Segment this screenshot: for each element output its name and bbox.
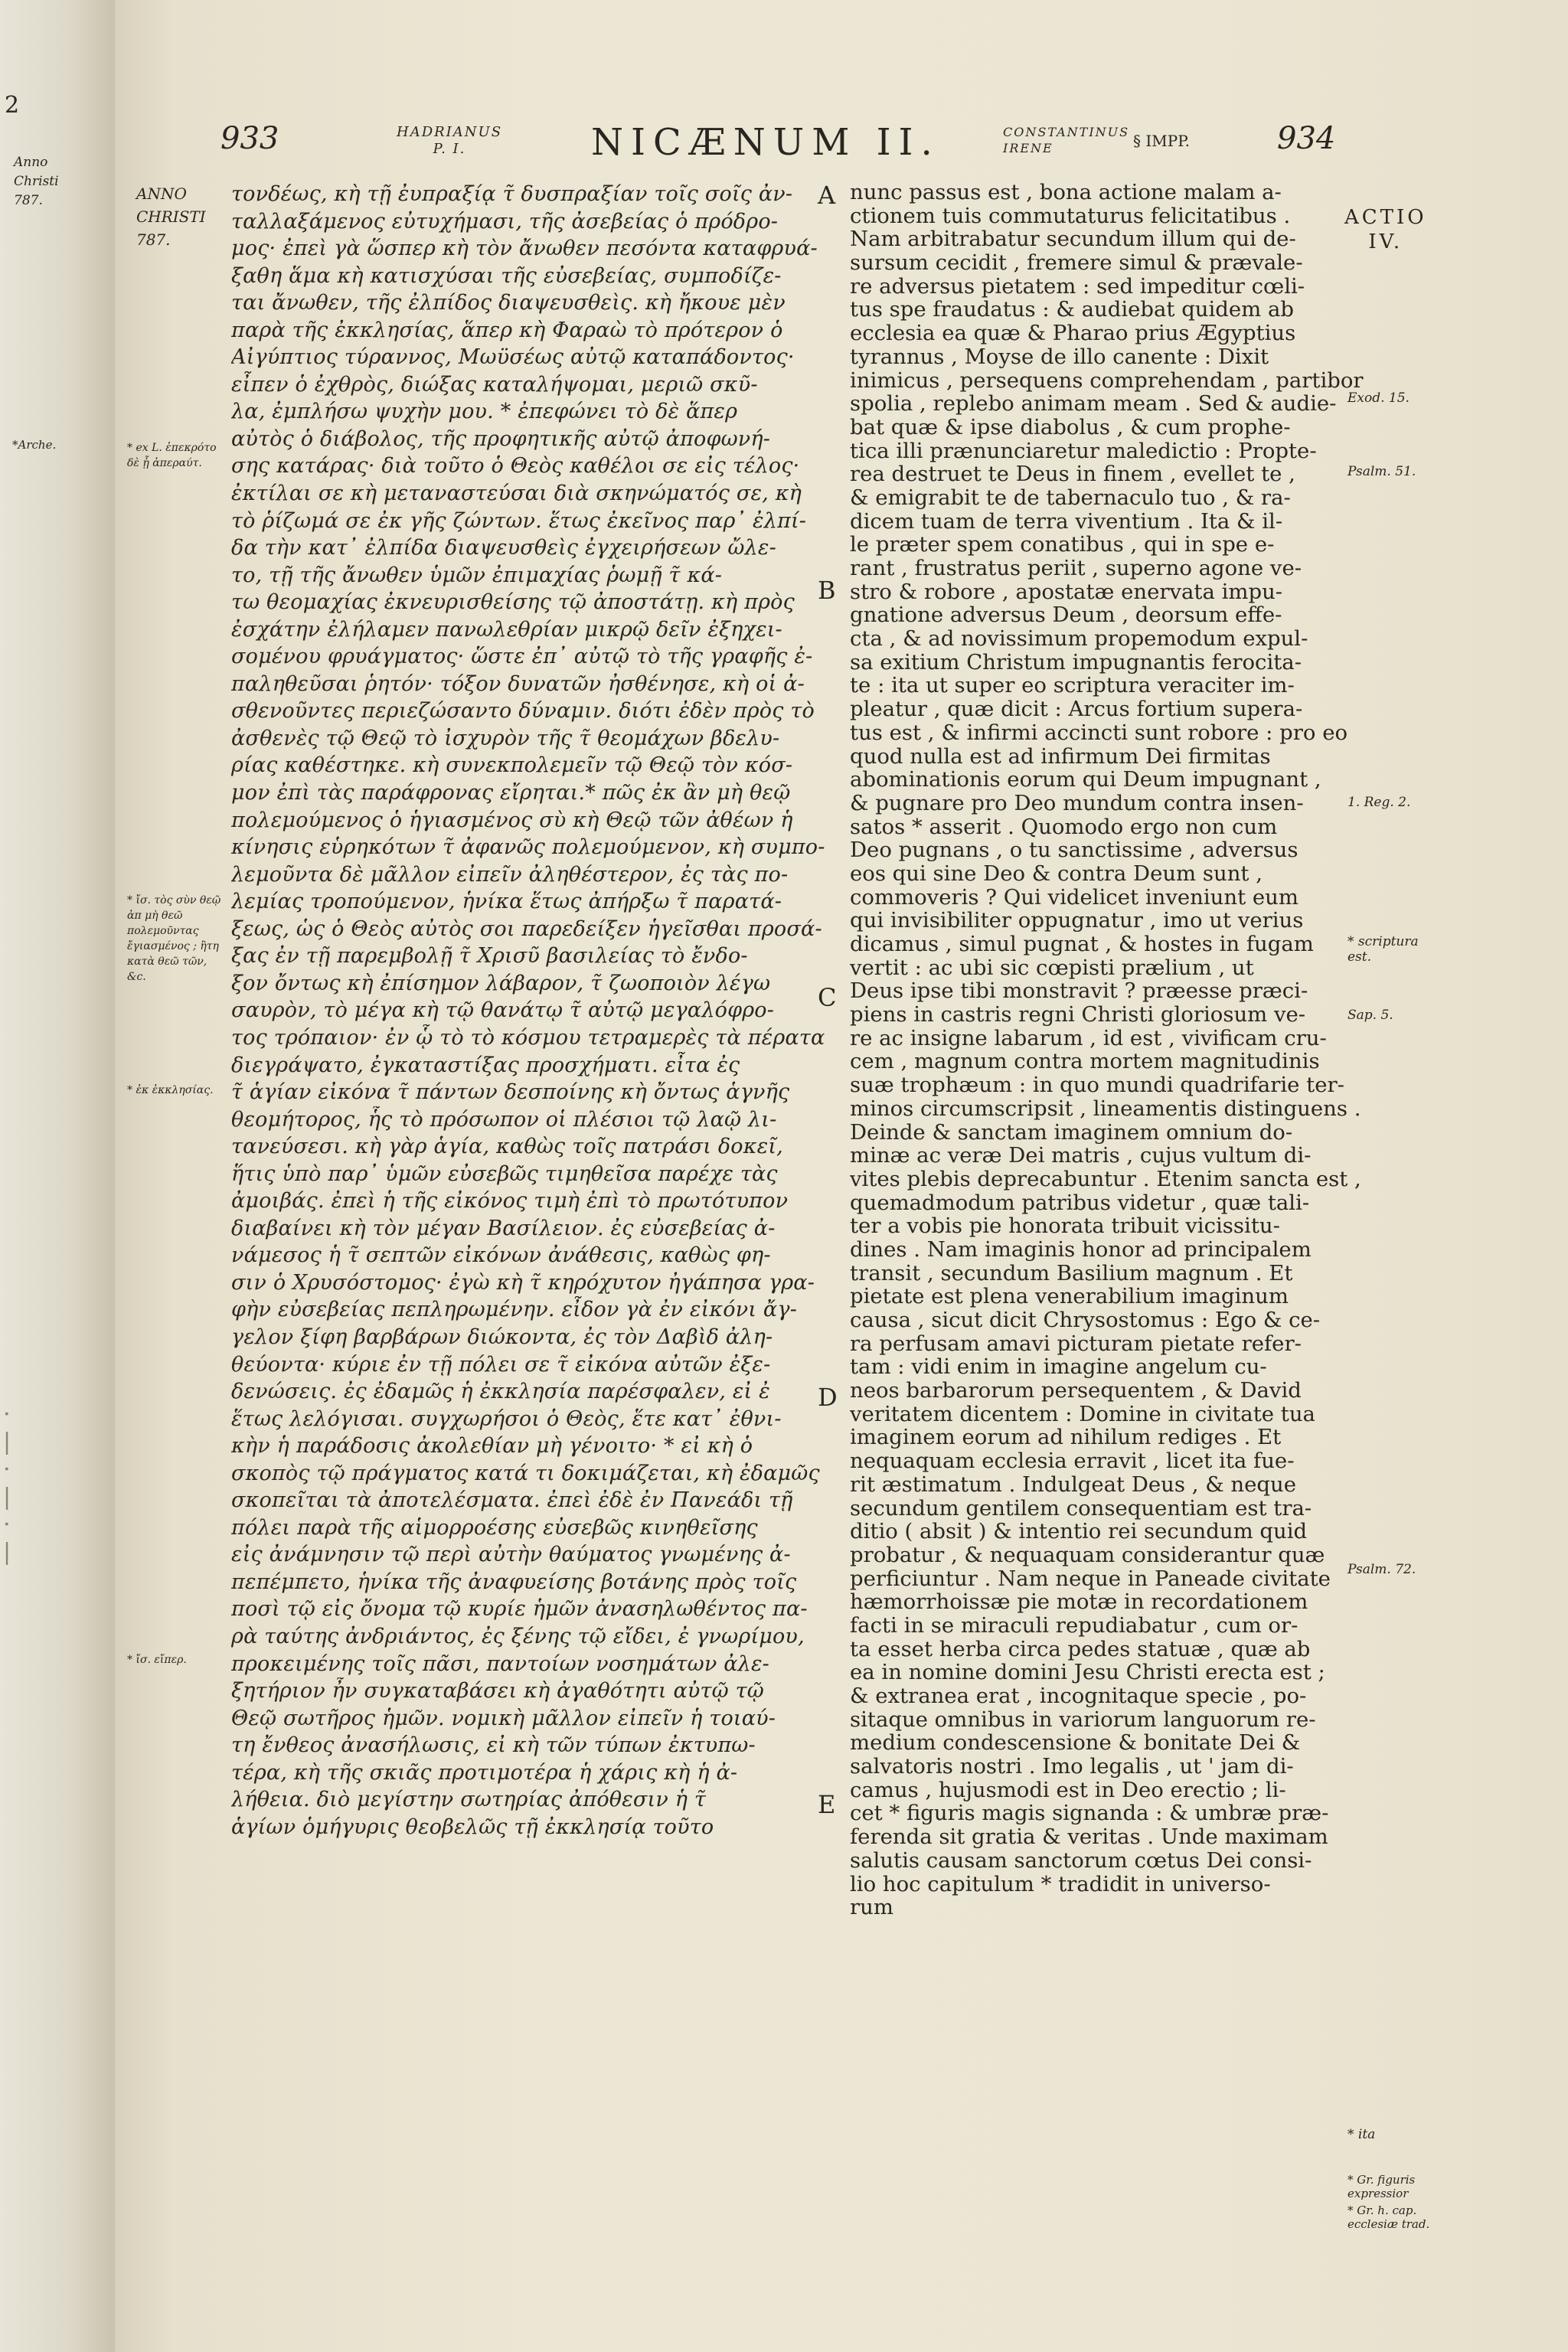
latin-text-line: sa exitium Christum impugnantis ferocita- bbox=[850, 650, 1302, 675]
page-title: NICÆNUM II. bbox=[591, 121, 940, 164]
latin-text-line: commoveris ? Qui videlicet inveniunt eum bbox=[850, 885, 1298, 910]
greek-margin-note: * ex L. ἐπεκρότο δὲ ᾗ ἀπεραύτ. bbox=[127, 442, 217, 469]
section-letter-e: E bbox=[818, 1790, 836, 1819]
latin-text-line: dicamus , simul pugnat , & hostes in fugam bbox=[850, 933, 1314, 956]
greek-text-line: Θεῷ σωτῆρος ἡμῶν. νομικὴ μᾶλλον εἰπεῖν ἡ τοιαύ- bbox=[231, 1706, 776, 1730]
latin-text-line: facti in se miraculi repudiabatur , cum or- bbox=[850, 1613, 1298, 1638]
latin-text-line: cem , magnum contra mortem magnitudinis bbox=[850, 1050, 1320, 1074]
greek-text-line: δενώσεις. ἐς ἐδαμῶς ἡ ἐκκλησία παρέσφαλεν, εἰ ἐ bbox=[231, 1380, 770, 1404]
greek-text-line: Αἰγύπτιος τύραννος, Μωϋσέως αὐτῷ καταπάδοντος· bbox=[231, 345, 795, 370]
latin-text-line: pietate est plena venerabilium imaginum bbox=[850, 1285, 1289, 1308]
latin-text-line: sitaque omnibus in variorum languorum re- bbox=[850, 1707, 1316, 1732]
latin-text-line: sursum cecidit , fremere simul & prævale- bbox=[850, 251, 1303, 275]
greek-text-line: το, τῇ τῆς ἄνωθεν ὑμῶν ἐπιμαχίας ῥωμῇ τ̃ κά- bbox=[231, 563, 723, 587]
greek-text-line: κίνησις εὑρηκότων τ̃ ἀφανῶς πολεμούμενον, κὴ συμπο- bbox=[231, 835, 825, 860]
greek-text-line: τος τρόπαιον· ἐν ᾧ τὸ τὸ κόσμου τετραμερὲς τὰ πέρατα bbox=[231, 1025, 825, 1050]
latin-text-line: dines . Nam imaginis honor ad principalem bbox=[850, 1237, 1312, 1262]
latin-text-line: camus , hujusmodi est in Deo erectio ; li- bbox=[850, 1778, 1286, 1802]
section-letter-d: D bbox=[818, 1383, 838, 1412]
latin-text-line: tus spe fraudatus : & audiebat quidem ab bbox=[850, 298, 1294, 322]
section-letter-a: A bbox=[818, 181, 836, 210]
latin-margin-reference: Exod. 15. bbox=[1348, 390, 1410, 406]
latin-text-line: Deinde & sanctam imaginem omnium do- bbox=[850, 1120, 1293, 1145]
latin-text-line: medium condescensione & bonitate Dei & bbox=[850, 1731, 1301, 1756]
greek-text-line: νάμεσος ἡ τ̃ σεπτῶν εἰκόνων ἀνάθεσις, καθὼς φη- bbox=[231, 1243, 771, 1268]
latin-text-line: transit , secundum Basilium magnum . Et bbox=[850, 1261, 1293, 1285]
latin-text-line: perficiuntur . Nam neque in Paneade civitate bbox=[850, 1566, 1331, 1591]
latin-text-line: lio hoc capitulum * tradidit in universo- bbox=[850, 1872, 1271, 1896]
greek-text-line: προκειμένης τοῖς πᾶσι, παντοίων νοσημάτων ἀλε- bbox=[231, 1651, 769, 1676]
latin-text-line: cta , & ad novissimum propemodum expul- bbox=[850, 627, 1308, 651]
latin-text-line: eos qui sine Deo & contra Deum sunt , bbox=[850, 861, 1263, 886]
section-letter-c: C bbox=[818, 983, 837, 1012]
greek-text-line: θεομήτορος, ἧς τὸ πρόσωπον οἱ πλέσιοι τῷ λαῷ λι- bbox=[231, 1107, 777, 1132]
latin-text-line: quemadmodum patribus videtur , quæ tali- bbox=[850, 1191, 1310, 1215]
latin-text-line: rum bbox=[850, 1896, 893, 1919]
greek-text-line: ξον ὄντως κὴ ἐπίσημον λάβαρον, τ̃ ζωοποιὸν λέγω bbox=[231, 971, 771, 995]
greek-text-line: σιν ὁ Χρυσόστομος· ἐγὼ κὴ τ̃ κηρόχυτον ἠγάπησα γρα- bbox=[231, 1270, 815, 1295]
greek-text-line: εἰς ἀνάμνησιν τῷ περὶ αὐτὴν θαύματος γνωμένης ἀ- bbox=[231, 1543, 791, 1567]
latin-text-line: re adversus pietatem : sed impeditur cœli- bbox=[850, 274, 1305, 299]
latin-margin-reference: * Gr. h. cap. ecclesiæ trad. bbox=[1348, 2203, 1430, 2231]
latin-margin-reference: * scriptura est. bbox=[1348, 934, 1419, 965]
latin-margin-reference: Sap. 5. bbox=[1348, 1008, 1393, 1023]
greek-text-line: σαυρὸν, τὸ μέγα κὴ τῷ θανάτῳ τ̃ αὐτῷ μεγαλόφρο- bbox=[231, 998, 775, 1023]
latin-margin-reference: 1. Reg. 2. bbox=[1348, 795, 1411, 810]
emperors-running-head: CONSTANTINUS IRENE bbox=[1003, 125, 1130, 155]
greek-text-line: λα, ἐμπλήσω ψυχὴν μου. * ἐπεφώνει τὸ δὲ ἅπερ bbox=[231, 400, 738, 424]
greek-text-line: ἀμοιβάς. ἐπεὶ ἡ τῆς εἰκόνος τιμὴ ἐπὶ τὸ πρωτότυπον bbox=[231, 1189, 789, 1214]
latin-margin-reference: * ita bbox=[1348, 2127, 1376, 2142]
greek-text-line: κὴν ἡ παράδοσις ἀκολεθίαν μὴ γένοιτο· * εἰ κὴ ὁ bbox=[231, 1434, 753, 1459]
greek-text-line: σθενοῦντες περιεζώσαντο δύναμιν. διότι ἐδὲν πρὸς τὸ bbox=[231, 699, 815, 724]
latin-text-line: ditio ( absit ) & intentio rei secundum quid bbox=[850, 1520, 1308, 1544]
latin-text-line: tyrannus , Moyse de illo canente : Dixit bbox=[850, 345, 1269, 369]
latin-text-line: tam : vidi enim in imagine angelum cu- bbox=[850, 1355, 1267, 1380]
latin-text-line: vertit : ac ubi sic cœpisti prælium , ut bbox=[850, 956, 1254, 980]
latin-text-line: nequaquam ecclesia erravit , licet ita fue- bbox=[850, 1449, 1295, 1473]
latin-text-line: satos * asserit . Quomodo ergo non cum bbox=[850, 815, 1278, 839]
greek-text-line: διαβαίνει κὴ τὸν μέγαν Βασίλειον. ἐς εὐσεβείας ἀ- bbox=[231, 1216, 776, 1240]
greek-text-line: παρὰ τῆς ἐκκλησίας, ἅπερ κὴ Φαραὼ τὸ πρότερον ὁ bbox=[231, 318, 783, 342]
right-page-number: 934 bbox=[1277, 121, 1336, 156]
greek-text-line: ἐκτίλαι σε κὴ μεταναστεύσαι διὰ σκηνώματός σε, κὴ bbox=[231, 482, 802, 506]
greek-text-line: σκοπὸς τῷ πράγματος κατά τι δοκιμάζεται, κὴ ἐδαμῶς bbox=[231, 1461, 820, 1485]
greek-text-line: αὐτὸς ὁ διάβολος, τῆς προφητικῆς αὐτῷ ἀποφωνή- bbox=[231, 426, 771, 451]
latin-text-line: veritatem dicentem : Domine in civitate tua bbox=[850, 1402, 1315, 1426]
previous-page-margin-note: *Arche. bbox=[12, 438, 57, 452]
greek-text-line: τὸ ῥίζωμά σε ἐκ γῆς ζώντων. ἕτως ἐκεῖνος παρ᾽ ἐλπί- bbox=[231, 508, 807, 533]
greek-text-line: ἀσθενὲς τῷ Θεῷ τὸ ἰσχυρὸν τῆς τ̃ θεομάχων βδελυ- bbox=[231, 726, 780, 750]
latin-text-line: Nam arbitrabatur secundum illum qui de- bbox=[850, 227, 1296, 252]
latin-text-line: suæ trophæum : in quo mundi quadrifarie ter- bbox=[850, 1073, 1344, 1097]
greek-text-line: τη ἔνθεος ἀνασήλωσις, εἰ κὴ τῶν τύπων ἐκτυπω- bbox=[231, 1733, 756, 1758]
greek-margin-note: * ἴσ. εἴπερ. bbox=[127, 1654, 187, 1666]
greek-text-line: ξητήριον ἦν συγκαταβάσει κὴ ἀγαθότητι αὐτῷ τῷ bbox=[231, 1679, 764, 1704]
latin-text-line: stro & robore , apostatæ enervata impu- bbox=[850, 580, 1283, 604]
latin-text-line: ecclesia ea quæ & Pharao prius Ægyptius bbox=[850, 322, 1296, 345]
pope-running-head: HADRIANUS P. I. bbox=[397, 124, 503, 157]
latin-text-line: & emigrabit te de tabernaculo tuo , & ra- bbox=[850, 485, 1291, 510]
latin-margin-reference: Psalm. 72. bbox=[1348, 1562, 1416, 1577]
previous-page-binding-marks: · | · | · | bbox=[3, 1401, 11, 1566]
latin-text-line: tus est , & infirmi accincti sunt robore : pro eo bbox=[850, 720, 1348, 745]
latin-text-line: Deo pugnans , o tu sanctissime , adversus bbox=[850, 838, 1298, 862]
greek-text-line: εἶπεν ὁ ἐχθρὸς, διώξας καταλήψομαι, μεριῶ σκῦ- bbox=[231, 372, 758, 397]
year-margin-label: ANNO CHRISTI 787. bbox=[136, 185, 206, 249]
latin-text-line: ea in nomine domini Jesu Christi erecta est ; bbox=[850, 1661, 1325, 1684]
greek-text-line: τ̃ ἁγίαν εἰκόνα τ̃ πάντων δεσποίνης κὴ ὄντως ἁγνῆς bbox=[231, 1080, 790, 1105]
latin-text-line: piens in castris regni Christi gloriosum ve- bbox=[850, 1003, 1306, 1027]
previous-page-edge bbox=[0, 0, 117, 2352]
greek-text-line: ἥτις ὑπὸ παρ᾽ ὑμῶν εὐσεβῶς τιμηθεῖσα παρέχε τὰς bbox=[231, 1161, 778, 1186]
greek-text-line: τέρα, κὴ τῆς σκιᾶς προτιμοτέρα ἡ χάρις κὴ ἡ ἀ- bbox=[231, 1760, 738, 1785]
greek-text-line: τονδέως, κὴ τῇ ἐυπραξίᾳ τ̃ δυσπραξίαν τοῖς σοῖς ἀν- bbox=[231, 182, 793, 206]
greek-text-line: παληθεῦσαι ῥητόν· τόξον δυνατῶν ἠσθένησε, κὴ οἱ ἀ- bbox=[231, 671, 805, 696]
greek-text-line: δα τὴν κατ᾽ ἐλπίδα διαψευσθεὶς ἐγχειρήσεων ὤλε- bbox=[231, 536, 776, 560]
greek-text-line: γελον ξίφη βαρβάρων διώκοντα, ἐς τὸν Δαβὶδ ἀλη- bbox=[231, 1325, 773, 1349]
actio-label: ACTIO IV. bbox=[1344, 206, 1427, 253]
book-page bbox=[115, 0, 1568, 2352]
latin-text-line: hæmorrhoissæ pie motæ in recordationem bbox=[850, 1590, 1308, 1614]
greek-margin-note: * ἐκ ἐκκλησίας. bbox=[127, 1084, 214, 1096]
greek-text-line: μος· ἐπεὶ γὰ ὥσπερ κὴ τὸν ἄνωθεν πεσόντα καταφρυά- bbox=[231, 237, 818, 261]
latin-text-line: tica illi prænunciaretur maledictio : Propte- bbox=[850, 439, 1317, 463]
latin-text-line: minæ ac veræ Dei matris , cujus vultum di- bbox=[850, 1144, 1312, 1168]
previous-page-year-label: Anno Christi 787. bbox=[14, 155, 59, 208]
greek-text-line: τανεύσεσι. κὴ γὰρ ἁγία, καθὼς τοῖς πατράσι δοκεῖ, bbox=[231, 1135, 783, 1159]
section-letter-b: B bbox=[818, 576, 836, 605]
left-page-number: 933 bbox=[220, 121, 279, 156]
greek-text-line: σης κατάρας· διὰ τοῦτο ὁ Θεὸς καθέλοι σε εἰς τέλος· bbox=[231, 454, 800, 479]
greek-text-line: σκοπεῖται τὰ ἀποτελέσματα. ἐπεὶ ἐδὲ ἐν Πανεάδι τῇ bbox=[231, 1488, 793, 1513]
latin-text-line: salvatoris nostri . Imo legalis , ut ' jam di- bbox=[850, 1755, 1294, 1779]
greek-text-line: ἐσχάτην ἐλήλαμεν πανωλεθρίαν μικρῷ δεῖν ἐξηχει- bbox=[231, 617, 782, 642]
greek-text-line: ρίας καθέστηκε. κὴ συνεκπολεμεῖν τῷ Θεῷ τὸν κόσ- bbox=[231, 753, 793, 778]
greek-text-line: διεγράψατο, ἐγκαταστίξας προσχήματι. εἶτα ἐς bbox=[231, 1053, 740, 1077]
emperors-title: § IMPP. bbox=[1133, 132, 1190, 150]
latin-text-line: ferenda sit gratia & veritas . Unde maximam bbox=[850, 1825, 1328, 1849]
latin-text-line: probatur , & nequaquam considerantur quæ bbox=[850, 1543, 1325, 1567]
latin-margin-reference: Psalm. 51. bbox=[1348, 464, 1416, 479]
latin-text-line: ra perfusam amavi picturam pietate refer- bbox=[850, 1331, 1302, 1356]
greek-text-line: ται ἄνωθεν, τῆς ἐλπίδος διαψευσθεὶς. κὴ ἤκουε μὲν bbox=[231, 291, 786, 315]
greek-text-line: ἕτως λελόγισαι. συγχωρήσοι ὁ Θεὸς, ἕτε κατ᾽ ἐθνι- bbox=[231, 1406, 782, 1431]
latin-text-line: abominationis eorum qui Deum impugnant , bbox=[850, 768, 1321, 792]
greek-text-line: ταλλαξάμενος εὐτυχήμασι, τῆς ἀσεβείας ὁ πρόδρο- bbox=[231, 209, 779, 234]
latin-text-line: ta esset herba circa pedes statuæ , quæ ab bbox=[850, 1637, 1311, 1661]
greek-text-line: λεμίας τροπούμενον, ἡνίκα ἕτως ἀπήρξω τ̃ παρατά- bbox=[231, 890, 782, 914]
greek-text-line: ξεως, ὡς ὁ Θεὸς αὐτὸς σοι παρεδείξεν ἡγεῖσθαι προσά- bbox=[231, 916, 822, 941]
greek-text-line: ποσὶ τῷ εἰς ὄνομα τῷ κυρίε ἡμῶν ἀνασηλωθέντος πα- bbox=[231, 1597, 808, 1622]
latin-text-line: minos circumscripsit , lineamentis distinguens . bbox=[850, 1096, 1361, 1121]
latin-text-column bbox=[850, 181, 1462, 1919]
greek-text-line: ξαθη ἅμα κὴ κατισχύσαι τῆς εὐσεβείας, συμποδίζε- bbox=[231, 263, 782, 288]
latin-text-line: Deus ipse tibi monstravit ? præesse præci- bbox=[850, 979, 1308, 1004]
latin-text-line: imaginem eorum ad nihilum rediges . Et bbox=[850, 1426, 1282, 1450]
greek-text-line: ξας ἐν τῇ παρεμβολῇ τ̃ Χρισῦ βασιλείας τὸ ἔνδο- bbox=[231, 944, 748, 969]
greek-text-line: ἁγίων ὁμήγυρις θεοβελῶς τῇ ἐκκλησίᾳ τοῦτο bbox=[231, 1815, 714, 1839]
latin-text-line: pleatur , quæ dicit : Arcus fortium supera- bbox=[850, 697, 1303, 721]
latin-text-line: causa , sicut dicit Chrysostomus : Ego & ce- bbox=[850, 1308, 1321, 1332]
latin-text-line: gnatione adversus Deum , deorsum effe- bbox=[850, 603, 1282, 628]
latin-text-line: spolia , replebo animam meam . Sed & audie- bbox=[850, 392, 1337, 416]
latin-text-line: & pugnare pro Deo mundum contra insen- bbox=[850, 791, 1304, 815]
greek-text-line: μον ἐπὶ τὰς παράφρονας εἴρηται.* πῶς ἐκ ἂν μὴ θεῷ bbox=[231, 781, 791, 805]
greek-text-line: πολεμούμενος ὁ ἡγιασμένος σὺ κὴ Θεῷ τῶν ἀθέων ἡ bbox=[231, 808, 793, 832]
latin-text-line: salutis causam sanctorum cœtus Dei consi- bbox=[850, 1848, 1312, 1873]
greek-text-line: θεύοντα· κύριε ἐν τῇ πόλει σε τ̃ εἰκόνα αὐτῶν ἐξε- bbox=[231, 1352, 771, 1377]
latin-text-line: rant , frustratus periit , superno agone ve- bbox=[850, 557, 1302, 580]
latin-text-line: bat quæ & ipse diabolus , & cum prophe- bbox=[850, 415, 1291, 439]
latin-text-line: nunc passus est , bona actione malam a- bbox=[850, 181, 1282, 204]
latin-text-line: secundum gentilem consequentiam est tra- bbox=[850, 1496, 1312, 1521]
latin-text-line: rea destruet te Deus in finem , evellet te , bbox=[850, 462, 1295, 486]
latin-text-line: & extranea erat , incognitaque specie , po- bbox=[850, 1684, 1307, 1708]
greek-text-line: λήθεια. διὸ μεγίστην σωτηρίας ἀπόθεσιν ἡ τ̃ bbox=[231, 1788, 707, 1812]
latin-text-line: vites plebis deprecabuntur . Etenim sancta est , bbox=[850, 1167, 1361, 1191]
greek-margin-note: * ἴσ. τὸς σὺν θεῷ ἀπ μὴ θεῶ πολεμοῦντας ἔγιασμένος ; ἢτη κατὰ θεῶ τῶν, &c. bbox=[127, 894, 221, 983]
latin-margin-reference: * Gr. figuris expressior bbox=[1348, 2173, 1416, 2200]
greek-text-line: φὴν εὐσεβείας πεπληρωμένην. εἶδον γὰ ἐν εἰκόνι ἄγ- bbox=[231, 1298, 798, 1322]
latin-text-line: rit æstimatum . Indulgeat Deus , & neque bbox=[850, 1472, 1296, 1497]
latin-text-line: te : ita ut super eo scriptura veraciter im- bbox=[850, 674, 1295, 698]
latin-text-line: ctionem tuis commutaturus felicitatibus . bbox=[850, 204, 1291, 228]
latin-text-line: le præter spem conatibus , qui in spe e- bbox=[850, 533, 1275, 557]
latin-text-line: inimicus , persequens comprehendam , partibor bbox=[850, 368, 1364, 393]
latin-text-line: dicem tuam de terra viventium . Ita & il- bbox=[850, 509, 1283, 534]
latin-text-line: neos barbarorum persequentem , & David bbox=[850, 1379, 1302, 1403]
greek-text-line: τω θεομαχίας ἐκνευρισθείσης τῷ ἀποστάτῃ. κὴ πρὸς bbox=[231, 590, 795, 615]
greek-text-line: πεπέμπετο, ἡνίκα τῆς ἀναφυείσης βοτάνης πρὸς τοῖς bbox=[231, 1570, 797, 1594]
greek-text-line: λεμοῦντα δὲ μᾶλλον εἰπεῖν ἀληθέστερον, ἐς τὰς πο- bbox=[231, 862, 789, 887]
latin-text-line: re ac insigne labarum , id est , vivificam cru- bbox=[850, 1026, 1327, 1050]
greek-text-line: ρὰ ταύτης ἀνδριάντος, ἐς ξένης τῷ εἴδει, ἐ γνωρίμου, bbox=[231, 1624, 805, 1648]
latin-text-line: qui invisibiliter oppugnatur , imo ut verius bbox=[850, 909, 1304, 933]
greek-text-line: πόλει παρὰ τῆς αἱμορροέσης εὐσεβῶς κινηθεῖσης bbox=[231, 1515, 758, 1540]
greek-text-line: σομένου φρυάγματος· ὥστε ἐπ᾽ αὐτῷ τὸ τῆς γραφῆς ἐ- bbox=[231, 645, 813, 669]
latin-text-line: quod nulla est ad infirmum Dei firmitas bbox=[850, 744, 1271, 769]
previous-page-number: 2 bbox=[5, 92, 20, 119]
latin-text-line: ter a vobis pie honorata tribuit vicissitu- bbox=[850, 1214, 1280, 1238]
latin-text-line: cet * figuris magis signanda : & umbræ præ- bbox=[850, 1802, 1329, 1826]
